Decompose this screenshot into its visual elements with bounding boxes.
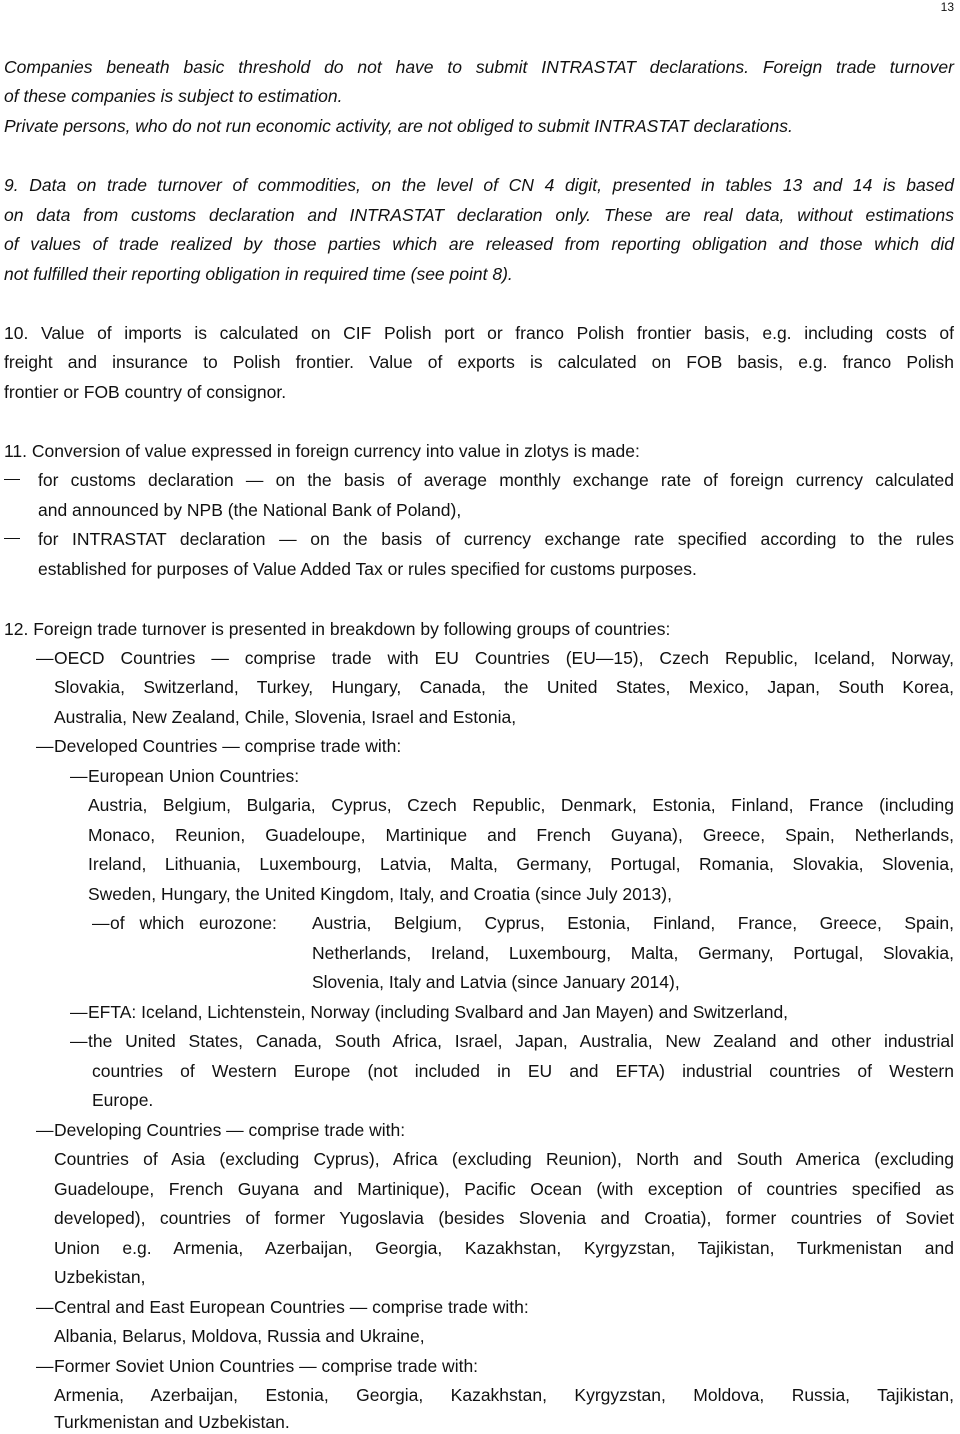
p11-title: 11. Conversion of value expressed in foreign currency into value in zlotys is made: [4,441,640,461]
efta-line: EFTA: Iceland, Lichtenstein, Norway (including Svalbard and Jan Mayen) and Switzerland, [88,1002,789,1022]
cee-heading: Central and East European Countries — comprise trade with: [54,1297,529,1317]
p9-line-2: on data from customs declaration and INTRASTAT declaration only. These are real data, without estimations [4,205,954,225]
p11-b1-line-1: for customs declaration — on the basis of average monthly exchange rate of foreign currency calculated [38,470,954,490]
intro-line-2: of these companies is subject to estimation. [4,86,343,106]
developed-dash: — [36,736,54,756]
eu-dash: — [70,766,88,786]
us-line-2: countries of Western Europe (not included in EU and EFTA) industrial countries of Western [92,1061,954,1081]
oecd-dash: — [36,648,54,668]
efta-dash: — [70,1002,88,1022]
p9-line-4: not fulfilled their reporting obligation in required time (see point 8). [4,264,513,284]
page-number: 13 [940,0,954,14]
us-line-1: the United States, Canada, South Africa, Israel, Japan, Australia, New Zealand and other industrial [88,1031,954,1051]
developed-heading: Developed Countries — comprise trade with: [54,736,402,756]
developing-dash: — [36,1120,54,1140]
eu-line-1: Austria, Belgium, Bulgaria, Cyprus, Czech Republic, Denmark, Estonia, Finland, France (including [88,795,954,815]
developing-line-3: developed), countries of former Yugoslavia (besides Slovenia and Croatia), former countries of Soviet [54,1208,954,1228]
cee-dash: — [36,1297,54,1317]
eurozone-line-1: Austria, Belgium, Cyprus, Estonia, Finland, France, Greece, Spain, [312,913,954,933]
fsu-dash: — [36,1356,54,1376]
p12-title: 12. Foreign trade turnover is presented in breakdown by following groups of countries: [4,619,671,639]
p10-line-3: frontier or FOB country of consignor. [4,382,287,402]
us-line-3: Europe. [92,1090,154,1110]
dash-bullet [4,538,20,539]
developing-line-5: Uzbekistan, [54,1267,146,1287]
eurozone-line-2: Netherlands, Ireland, Luxembourg, Malta, Germany, Portugal, Slovakia, [312,943,954,963]
fsu-line-1: Armenia, Azerbaijan, Estonia, Georgia, Kazakhstan, Kyrgyzstan, Moldova, Russia, Tajikistan, [54,1385,954,1405]
fsu-heading: Former Soviet Union Countries — comprise trade with: [54,1356,479,1376]
eu-heading: European Union Countries: [88,766,300,786]
oecd-line-2: Slovakia, Switzerland, Turkey, Hungary, Canada, the United States, Mexico, Japan, South Korea, [54,677,954,697]
p11-b2-line-1: for INTRASTAT declaration — on the basis of currency exchange rate specified according to the rules [38,529,954,549]
oecd-line-1: OECD Countries — comprise trade with EU Countries (EU—15), Czech Republic, Iceland, Norway, [54,648,954,668]
eu-line-2: Monaco, Reunion, Guadeloupe, Martinique and French Guyana), Greece, Spain, Netherlands, [88,825,954,845]
us-dash: — [70,1031,88,1051]
developing-line-4: Union e.g. Armenia, Azerbaijan, Georgia, Kazakhstan, Kyrgyzstan, Tajikistan, Turkmenistan and [54,1238,954,1258]
p9-line-1: 9. Data on trade turnover of commodities, on the level of CN 4 digit, presented in tables 13 and 14 is based [4,175,954,195]
eurozone-line-3: Slovenia, Italy and Latvia (since January 2014), [312,972,680,992]
fsu-line-2: Turkmenistan and Uzbekistan. [54,1412,290,1432]
eurozone-label: of which eurozone: [110,913,277,933]
p11-b2-line-2: established for purposes of Value Added Tax or rules specified for customs purposes. [38,559,697,579]
eu-line-3: Ireland, Lithuania, Luxembourg, Latvia, Malta, Germany, Portugal, Romania, Slovakia, Slovenia, [88,854,954,874]
intro-line-1: Companies beneath basic threshold do not have to submit INTRASTAT declarations. Foreign trade turnover [4,57,954,77]
p10-line-2: freight and insurance to Polish frontier. Value of exports is calculated on FOB basis, e.g. franco Polish [4,352,954,372]
cee-line-1: Albania, Belarus, Moldova, Russia and Ukraine, [54,1326,425,1346]
intro-line-3: Private persons, who do not run economic activity, are not obliged to submit INTRASTAT declarations. [4,116,793,136]
eurozone-dash: — [92,913,110,933]
oecd-line-3: Australia, New Zealand, Chile, Slovenia, Israel and Estonia, [54,707,517,727]
developing-line-2: Guadeloupe, French Guyana and Martinique), Pacific Ocean (with exception of countries specified as [54,1179,954,1199]
dash-bullet [4,479,20,480]
eu-line-4: Sweden, Hungary, the United Kingdom, Italy, and Croatia (since July 2013), [88,884,672,904]
p10-line-1: 10. Value of imports is calculated on CIF Polish port or franco Polish frontier basis, e.g. including costs of [4,323,954,343]
developing-line-1: Countries of Asia (excluding Cyprus), Africa (excluding Reunion), North and South America (excluding [54,1149,954,1169]
developing-heading: Developing Countries — comprise trade with: [54,1120,406,1140]
p9-line-3: of values of trade realized by those parties which are released from reporting obligation and those which did [4,234,954,254]
p11-b1-line-2: and announced by NPB (the National Bank of Poland), [38,500,462,520]
